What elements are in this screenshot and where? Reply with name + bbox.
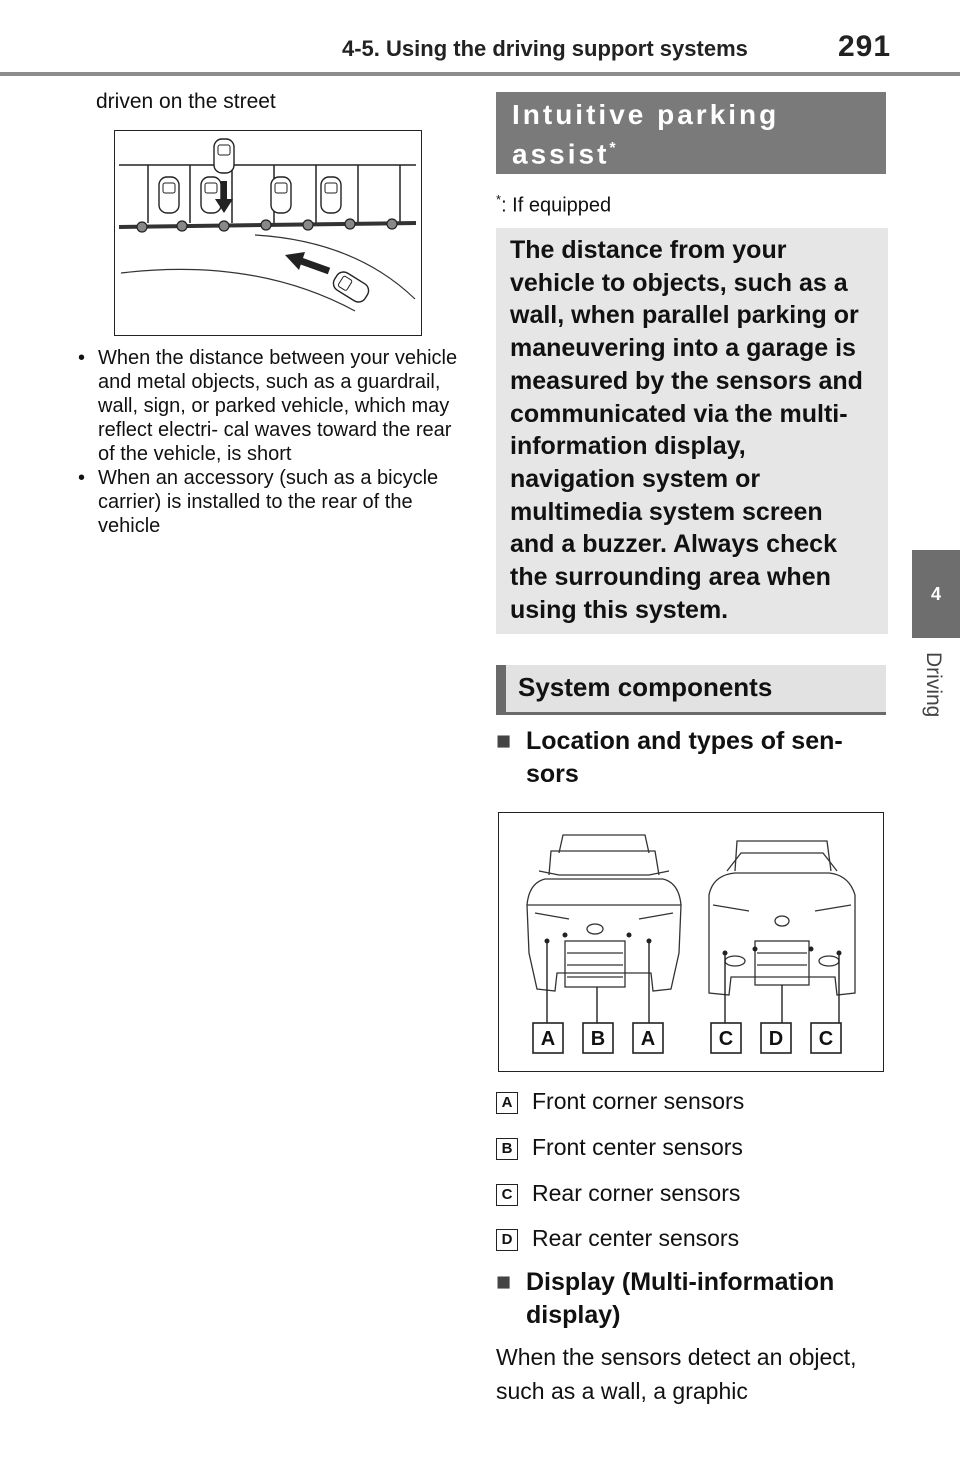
equipment-note <box>496 192 611 218</box>
parking-lot-illustration <box>114 130 422 336</box>
legend-key-box: C <box>496 1184 518 1206</box>
sensor-label-b: B <box>590 1028 606 1050</box>
legend-key-box: A <box>496 1092 518 1114</box>
section-banner <box>496 92 886 174</box>
subheading-text: Display (Multi-information display) <box>526 1268 835 1329</box>
intro-text: driven on the street <box>96 90 276 113</box>
sensor-label-c-right: C <box>818 1028 834 1050</box>
subheading-text: Location and types of sen- sors <box>526 727 843 788</box>
bullet-list <box>74 346 466 538</box>
bullet-item: • When the distance between your vehicle and metal objects, such as a guardrail, wall, sign, or parked vehicle, which may reflect electri- cal waves toward the rear of the vehicle, is short <box>74 346 466 466</box>
parking-lot-drawing <box>115 131 420 334</box>
sensor-label-a-right: A <box>640 1028 656 1050</box>
legend-key-box: B <box>496 1138 518 1160</box>
body-paragraph: When the sensors detect an object, such as a wall, a graphic <box>496 1344 857 1404</box>
running-header-title: 4-5. Using the driving support systems <box>342 36 748 61</box>
legend-text: Rear corner sensors <box>532 1180 741 1206</box>
sensor-label-d: D <box>768 1028 784 1050</box>
sensor-label-c-left: C <box>718 1028 734 1050</box>
banner-asterisk: * <box>609 140 616 157</box>
sensor-location-illustration <box>498 812 884 1072</box>
equipment-asterisk: * <box>496 192 502 207</box>
chapter-number: 4 <box>930 584 941 604</box>
legend-text: Front corner sensors <box>532 1088 745 1114</box>
section-heading: System components <box>496 665 886 713</box>
section-heading-rule <box>496 712 886 715</box>
banner-title: Intuitive parking assist <box>512 99 780 170</box>
summary-box: The distance from your vehicle to objects, such as a wall, when parallel parking or maneuvering into a garage is measured by the sensors and communicated via the multi-information display, navigation system or multimedia system screen and a buzzer. Always check the surrounding area when using this system. <box>496 228 888 634</box>
legend-text: Front center sensors <box>532 1134 743 1160</box>
sensor-label-a-left: A <box>540 1028 556 1050</box>
chapter-label: Driving <box>922 652 945 718</box>
square-bullet-icon: ■ <box>496 727 512 755</box>
page-number: 291 <box>838 30 892 63</box>
legend-key-box: D <box>496 1229 518 1251</box>
equipment-note-text: : If equipped <box>501 194 612 217</box>
header-rule <box>0 72 960 76</box>
legend-text: Rear center sensors <box>532 1225 740 1251</box>
square-bullet-icon: ■ <box>496 1268 512 1296</box>
bullet-item: • When an accessory (such as a bicycle carrier) is installed to the rear of the vehicle <box>74 466 466 538</box>
sensor-location-drawing <box>499 813 882 1070</box>
